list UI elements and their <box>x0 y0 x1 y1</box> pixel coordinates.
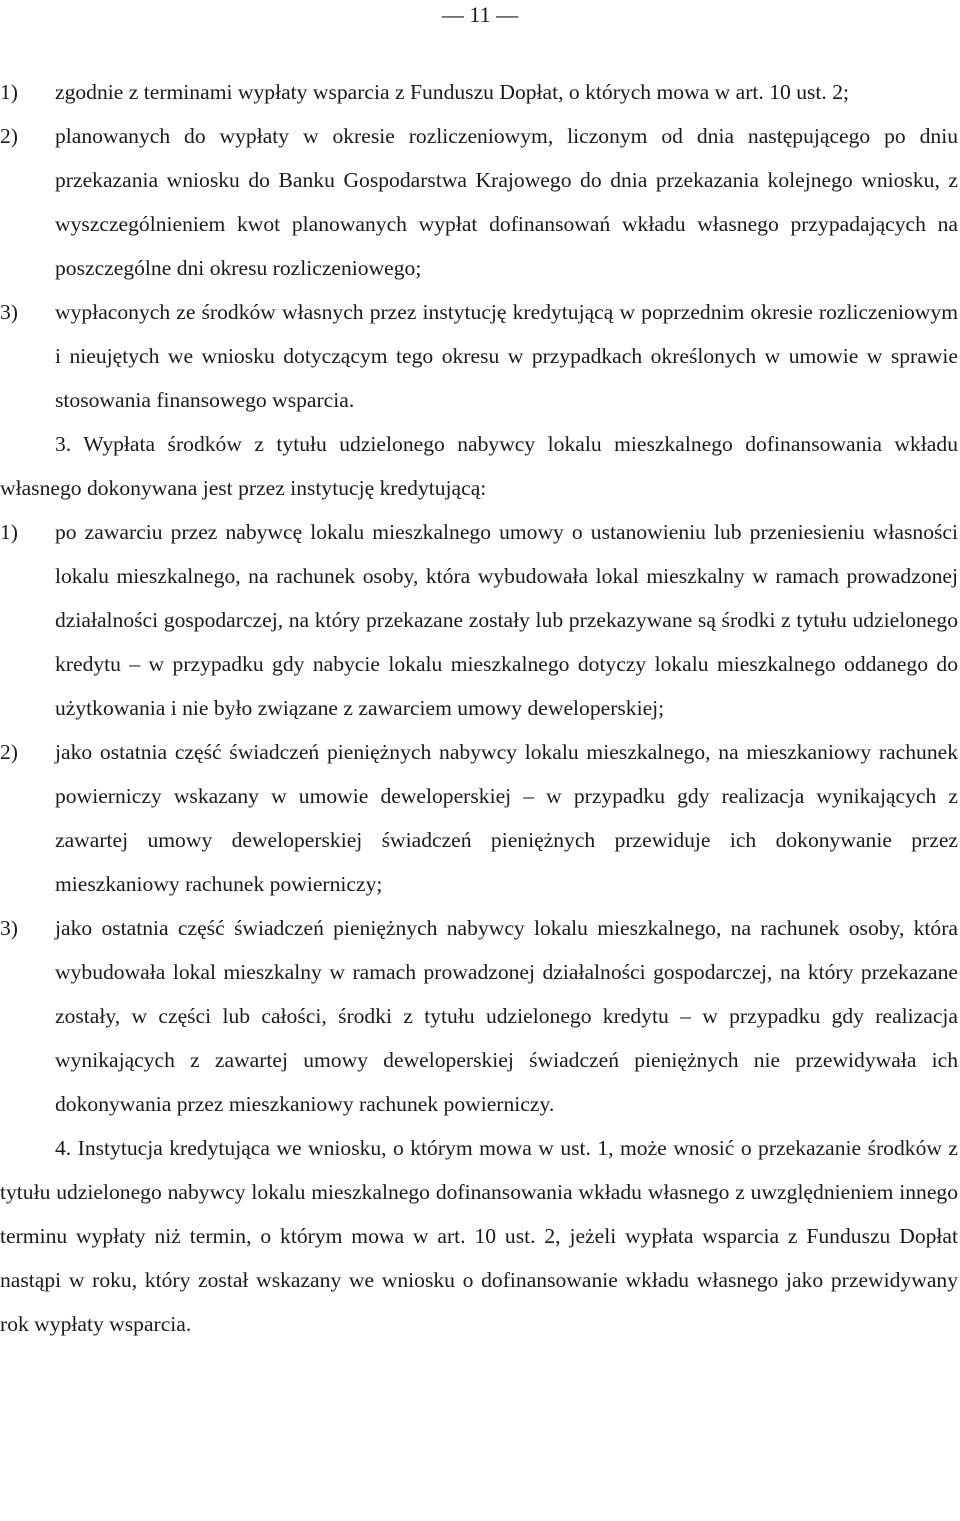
list-item-number: 3) <box>0 300 18 324</box>
list-item-number: 2) <box>0 124 18 148</box>
list-item-text: po zawarciu przez nabywcę lokalu mieszkalnego umowy o ustanowieniu lub przeniesieniu własności lokalu mieszkalnego, na rachunek osoby, która wybudowała lokal mieszkalny w ramach prowadzonej działalności gospodarczej, na który przekazane zostały lub przekazywane są środki z tytułu udzielonego kredytu – w przypadku gdy nabycie lokalu mieszkalnego dotyczy lokalu mieszkalnego oddanego do użytkowania i nie było związane z zawarciem umowy deweloperskiej; <box>55 520 958 720</box>
list-item <box>0 114 958 290</box>
page-number: — 11 — <box>441 2 519 27</box>
list-item-text: jako ostatnia część świadczeń pieniężnych nabywcy lokalu mieszkalnego, na rachunek osoby, która wybudowała lokal mieszkalny w ramach prowadzonej działalności gospodarczej, na który przekazane zostały, w części lub całości, środki z tytułu udzielonego kredytu – w przypadku gdy realizacja wynikających z zawartej umowy deweloperskiej świadczeń pieniężnych nie przewidywała ich dokonywania przez mieszkaniowy rachunek powierniczy. <box>55 916 958 1116</box>
list-item <box>0 70 958 114</box>
paragraph-4: 4. Instytucja kredytująca we wniosku, o którym mowa w ust. 1, może wnosić o przekazanie środków z tytułu udzielonego nabywcy lokalu mieszkalnego dofinansowania wkładu własnego z uwzględnieniem innego terminu wypłaty niż termin, o którym mowa w art. 10 ust. 2, jeżeli wypłata wsparcia z Funduszu Dopłat nastąpi w roku, który został wskazany we wniosku o dofinansowanie wkładu własnego jako przewidywany rok wypłaty wsparcia. <box>0 1136 958 1336</box>
paragraph-3: 3. Wypłata środków z tytułu udzielonego nabywcy lokalu mieszkalnego dofinansowania wkładu własnego dokonywana jest przez instytucję kredytującą: <box>0 432 958 500</box>
list-item-number: 3) <box>0 916 18 940</box>
list-item <box>0 730 958 906</box>
document-body <box>0 70 958 1346</box>
list-item <box>0 290 958 422</box>
list-item <box>0 906 958 1126</box>
list-item-text: zgodnie z terminami wypłaty wsparcia z Funduszu Dopłat, o których mowa w art. 10 ust. 2; <box>55 80 849 104</box>
list-item-text: planowanych do wypłaty w okresie rozliczeniowym, liczonym od dnia następującego po dniu przekazania wniosku do Banku Gospodarstwa Krajowego do dnia przekazania kolejnego wniosku, z wyszczególnieniem kwot planowanych wypłat dofinansowań wkładu własnego przypadających na poszczególne dni okresu rozliczeniowego; <box>55 124 958 280</box>
list-item-number: 2) <box>0 740 18 764</box>
list-item-number: 1) <box>0 80 18 104</box>
list-item-text: jako ostatnia część świadczeń pieniężnych nabywcy lokalu mieszkalnego, na mieszkaniowy rachunek powierniczy wskazany w umowie deweloperskiej – w przypadku gdy realizacja wynikających z zawartej umowy deweloperskiej świadczeń pieniężnych przewiduje ich dokonywanie przez mieszkaniowy rachunek powierniczy; <box>55 740 958 896</box>
list-item-text: wypłaconych ze środków własnych przez instytucję kredytującą w poprzednim okresie rozliczeniowym i nieujętych we wniosku dotyczącym tego okresu w przypadkach określonych w umowie w sprawie stosowania finansowego wsparcia. <box>55 300 958 412</box>
list-item-number: 1) <box>0 520 18 544</box>
list-item <box>0 510 958 730</box>
